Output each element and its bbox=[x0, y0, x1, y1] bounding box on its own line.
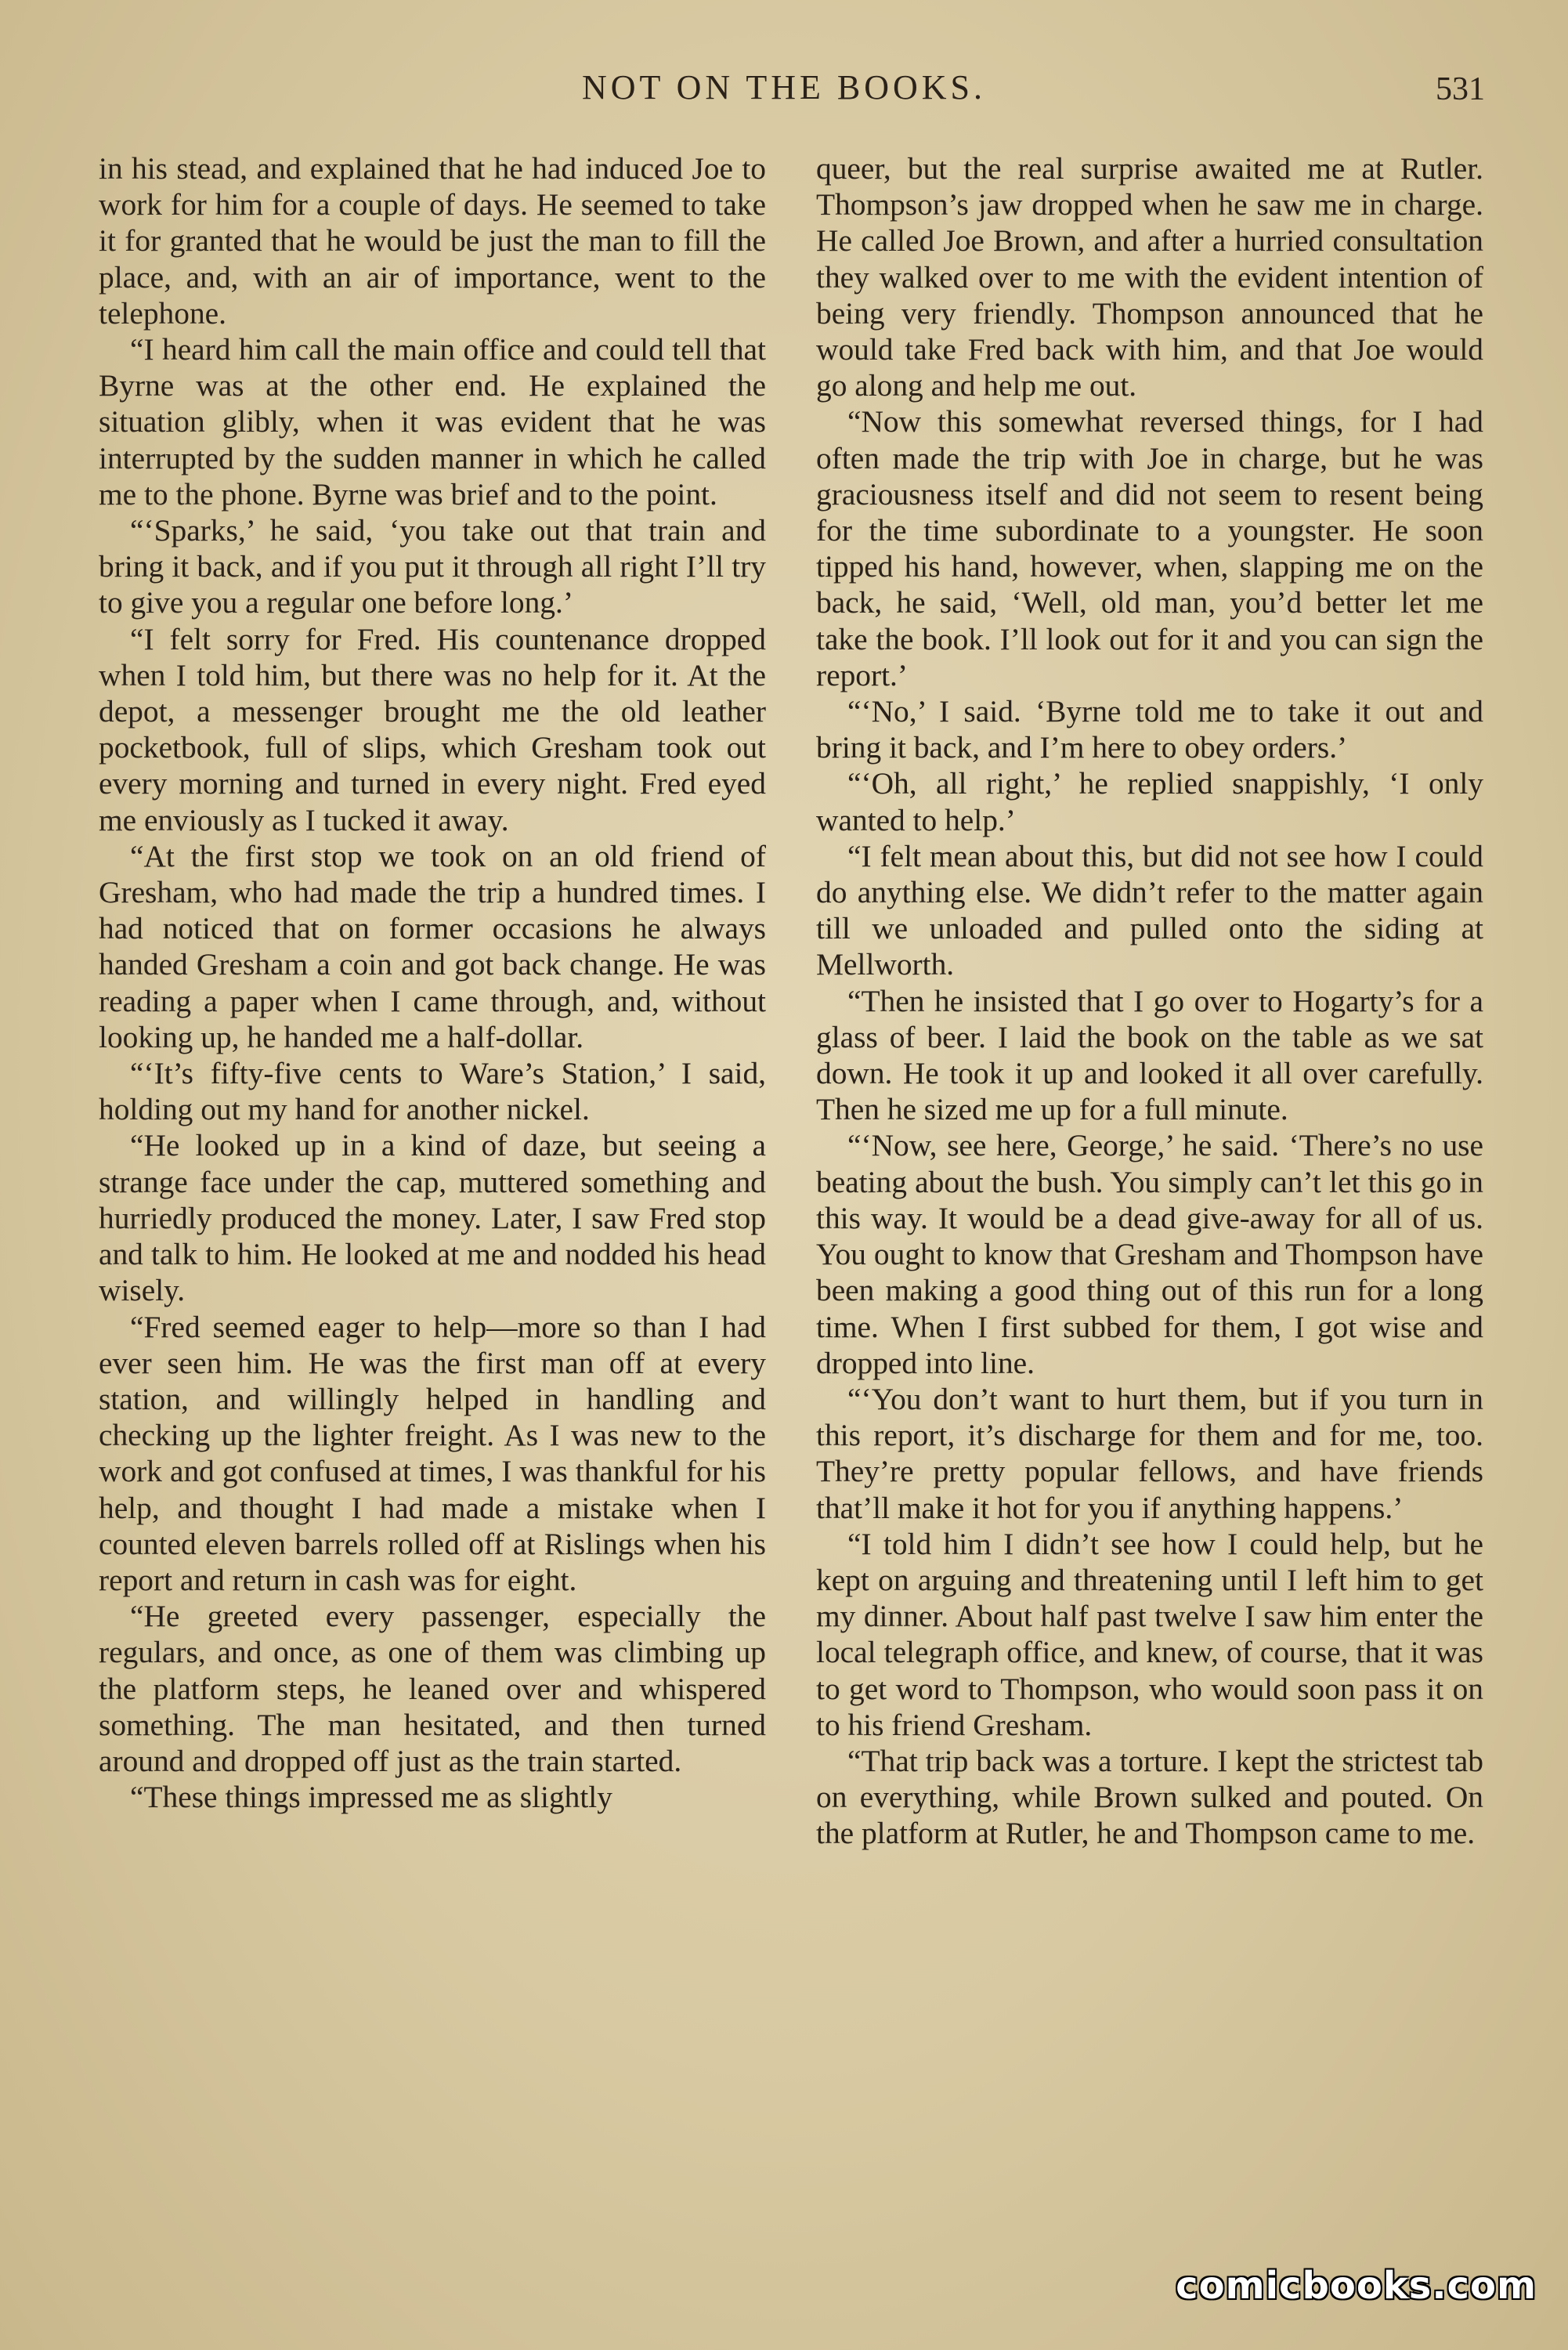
paragraph: “Fred seemed eager to help—more so than I had ever seen him. He was the first man off at every station, and willingly helped in handling and checking up the lighter freight. As I was new to the work and got confused at times, I was thankful for his help, and thought I had made a mistake when I counted eleven barrels rolled off at Rislings when his report and return in cash was for eight. bbox=[99, 1309, 766, 1597]
paragraph: “That trip back was a torture. I kept the strictest tab on everything, while Brown sulked and pouted. On the platform at Rutler, he and Thompson came to me. bbox=[816, 1743, 1483, 1851]
paragraph: “‘Oh, all right,’ he replied snappishly, ‘I only wanted to help.’ bbox=[816, 766, 1483, 837]
page-header bbox=[0, 67, 1568, 122]
paragraph: “He greeted every passenger, especially the regulars, and once, as one of them was climbing up the platform steps, he leaned over and whispered something. The man hesitated, and then turned around and dropped off just as the train started. bbox=[99, 1599, 766, 1778]
site-watermark: comicbooks.com bbox=[1176, 2264, 1537, 2308]
running-title: NOT ON THE BOOKS. bbox=[581, 68, 987, 107]
paragraph: “I felt sorry for Fred. His countenance dropped when I told him, but there was no help for it. At the depot, a messenger brought me the old leather pocketbook, full of slips, which Gresham took out every morning and turned in every night. Fred eyed me enviously as I tucked it away. bbox=[99, 621, 766, 837]
paragraph: “I felt mean about this, but did not see how I could do anything else. We didn’t refer to the matter again till we unloaded and pulled onto the siding at Mellworth. bbox=[816, 838, 1483, 982]
right-column bbox=[816, 150, 1483, 1852]
left-column bbox=[99, 150, 766, 1815]
paragraph: “Then he insisted that I go over to Hogarty’s for a glass of beer. I laid the book on the table as we sat down. He took it up and looked it all over carefully. Then he sized me up for a full minute. bbox=[816, 983, 1483, 1127]
paragraph: “‘No,’ I said. ‘Byrne told me to take it out and bring it back, and I’m here to obey orders.’ bbox=[816, 694, 1483, 765]
paragraph: “‘Now, see here, George,’ he said. ‘There’s no use beating about the bush. You simply can’t let this go in this way. It would be a dead give-away for all of us. You ought to know that Gresham and Thompson have been making a good thing out of this run for a long time. When I first subbed for them, I got wise and dropped into line. bbox=[816, 1128, 1483, 1380]
paragraph: “I told him I didn’t see how I could help, but he kept on arguing and threatening until I left him to get my dinner. About half past twelve I saw him enter the local telegraph office, and knew, of course, that it was to get word to Thompson, who would soon pass it on to his friend Gresham. bbox=[816, 1526, 1483, 1742]
paragraph: “Now this somewhat reversed things, for I had often made the trip with Joe in charge, but he was graciousness itself and did not seem to resent being for the time subordinate to a youngster. He soon tipped his hand, however, when, slapping me on the back, he said, ‘Well, old man, you’d better let me take the book. I’ll look out for it and you can sign the report.’ bbox=[816, 404, 1483, 692]
paragraph: “‘You don’t want to hurt them, but if you turn in this report, it’s discharge for them and for me, too. They’re pretty popular fellows, and have friends that’ll make it hot for you if anything happens.’ bbox=[816, 1381, 1483, 1525]
paragraph: “These things impressed me as slightly bbox=[130, 1780, 612, 1815]
paragraph: “‘Sparks,’ he said, ‘you take out that train and bring it back, and if you put it through all right I’ll try to give you a regular one before long.’ bbox=[99, 513, 766, 620]
paragraph: queer, but the real surprise awaited me at Rutler. Thompson’s jaw dropped when he saw me in charge. He called Joe Brown, and after a hurried consultation they walked over to me with the evident intention of being very friendly. Thompson announced that he would take Fred back with him, and that Joe would go along and help me out. bbox=[816, 151, 1483, 403]
paragraph: “‘It’s fifty-five cents to Ware’s Station,’ I said, holding out my hand for another nickel. bbox=[99, 1056, 766, 1127]
paragraph: “I heard him call the main office and could tell that Byrne was at the other end. He explained the situation glibly, when it was evident that he was interrupted by the sudden manner in which he called me to the phone. Byrne was brief and to the point. bbox=[99, 332, 766, 512]
paragraph: in his stead, and explained that he had induced Joe to work for him for a couple of days. He seemed to take it for granted that he would be just the man to fill the place, and, with an air of importance, went to the telephone. bbox=[99, 151, 766, 331]
paragraph: “He looked up in a kind of daze, but seeing a strange face under the cap, muttered something and hurriedly produced the money. Later, I saw Fred stop and talk to him. He looked at me and nodded his head wisely. bbox=[99, 1128, 766, 1308]
page-number: 531 bbox=[1436, 71, 1485, 107]
paragraph: “At the first stop we took on an old friend of Gresham, who had made the trip a hundred times. I had noticed that on former occasions he always handed Gresham a coin and got back change. He was reading a paper when I came through, and, without looking up, he handed me a half-dollar. bbox=[99, 838, 766, 1054]
